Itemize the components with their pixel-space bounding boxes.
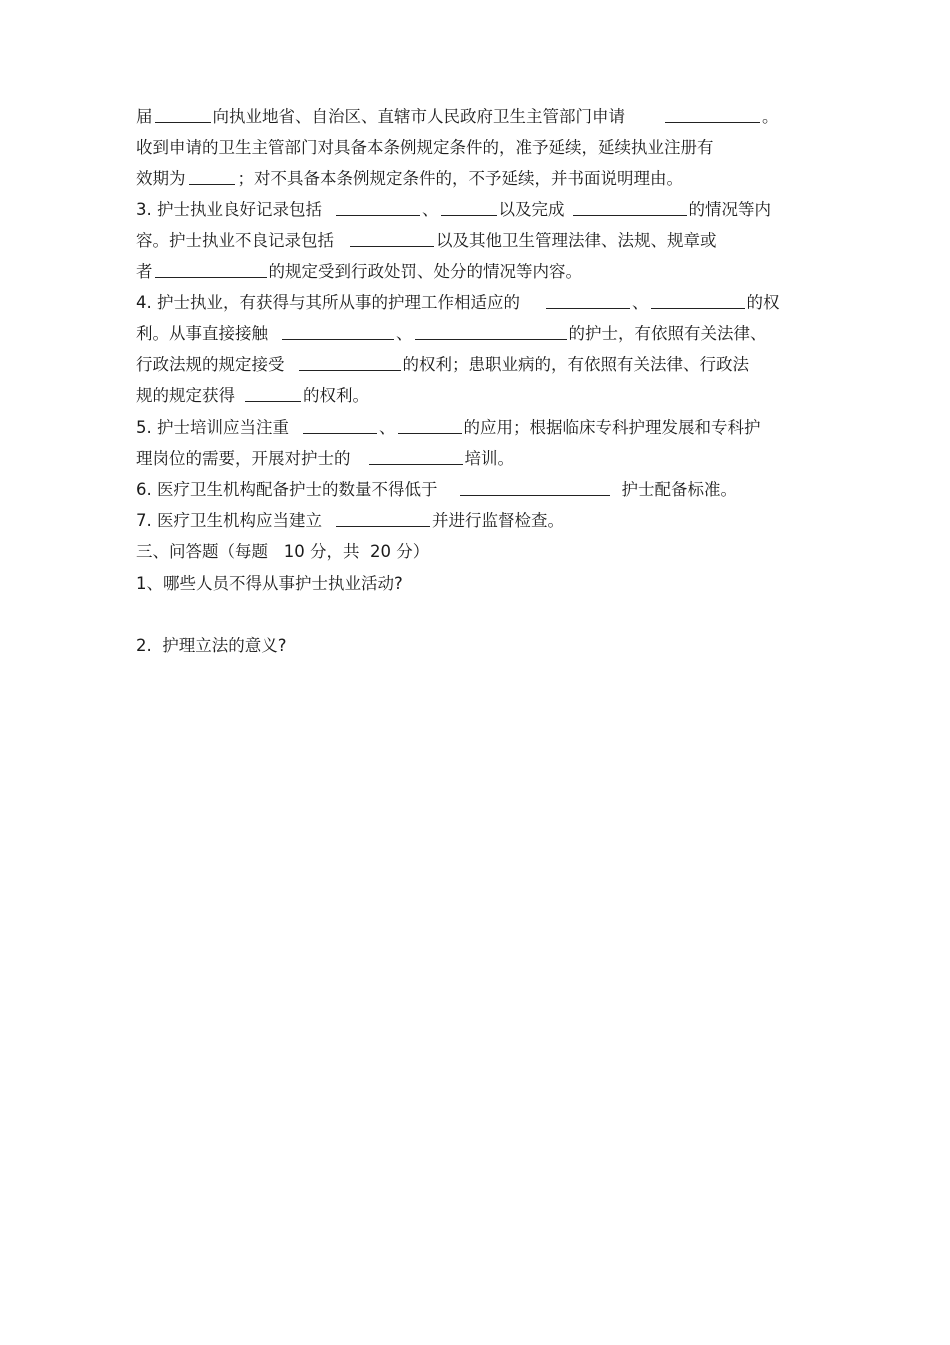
fill-blank[interactable] [282, 322, 394, 340]
fill-blank[interactable] [460, 478, 610, 496]
fill-blank[interactable] [189, 167, 235, 185]
text-line [136, 229, 717, 253]
fill-blank[interactable] [573, 198, 687, 216]
text-line [136, 105, 779, 129]
text-segment: 。 [762, 107, 779, 126]
text-line [136, 260, 582, 284]
fill-blank[interactable] [441, 198, 497, 216]
text-line [136, 167, 683, 191]
text-line [136, 416, 761, 440]
fill-blank[interactable] [665, 105, 760, 123]
text-segment: 效期为 [136, 169, 186, 188]
text-segment: 并进行监督检查。 [432, 511, 564, 530]
text-line [136, 353, 749, 377]
text-segment: 护士配备标准。 [621, 480, 737, 499]
text-segment: 、 [422, 200, 439, 219]
text-segment: 理岗位的需要，开展对护士的 [136, 449, 351, 468]
text-line [136, 322, 767, 346]
text-line [136, 198, 771, 222]
text-segment: 6. 医疗卫生机构配备护士的数量不得低于 [136, 480, 438, 499]
text-segment: 的规定受到行政处罚、处分的情况等内容。 [268, 262, 582, 281]
text-segment: 向执业地省、自治区、直辖市人民政府卫生主管部门申请 [212, 107, 625, 126]
text-segment: 三、问答题（每题 10 分，共 20 分） [136, 542, 430, 561]
text-segment: 的应用；根据临床专科护理发展和专科护 [463, 418, 761, 437]
text-segment: 利。从事直接接触 [136, 324, 268, 343]
text-segment: ；对不具备本条例规定条件的，不予延续，并书面说明理由。 [237, 169, 683, 188]
text-line [136, 136, 714, 160]
text-segment: 7. 医疗卫生机构应当建立 [136, 511, 322, 530]
text-segment: 以及完成 [498, 200, 565, 219]
text-line [136, 291, 780, 315]
text-segment: 行政法规的规定接受 [136, 355, 285, 374]
text-segment: 容。护士执业不良记录包括 [136, 231, 334, 250]
fill-blank[interactable] [303, 416, 377, 434]
question-item [136, 572, 403, 596]
text-segment: 的权利。 [303, 386, 369, 405]
text-segment: 培训。 [464, 449, 514, 468]
fill-blank[interactable] [415, 322, 567, 340]
text-segment: 者 [136, 262, 153, 281]
fill-blank[interactable] [336, 509, 430, 527]
text-segment: 4. 护士执业，有获得与其所从事的护理工作相适应的 [136, 293, 520, 312]
text-line [136, 384, 369, 408]
fill-blank[interactable] [245, 384, 301, 402]
text-segment: 规的规定获得 [136, 386, 235, 405]
text-segment: 1、哪些人员不得从事护士执业活动? [136, 574, 403, 593]
question-item [136, 634, 287, 658]
fill-blank[interactable] [651, 291, 745, 309]
section-heading [136, 540, 429, 564]
text-segment: 、 [396, 324, 413, 343]
text-line [136, 478, 737, 502]
fill-blank[interactable] [546, 291, 630, 309]
text-line [136, 447, 514, 471]
text-segment: 的权 [746, 293, 780, 312]
text-segment: 、 [379, 418, 396, 437]
fill-blank[interactable] [350, 229, 434, 247]
fill-blank[interactable] [155, 260, 267, 278]
text-segment: 届 [136, 107, 153, 126]
text-segment: 的护士，有依照有关法律、 [568, 324, 767, 343]
text-segment: 2. 护理立法的意义? [136, 636, 287, 655]
text-segment: 3. 护士执业良好记录包括 [136, 200, 322, 219]
fill-blank[interactable] [369, 447, 463, 465]
text-segment: 5. 护士培训应当注重 [136, 418, 289, 437]
text-segment: 的情况等内 [688, 200, 771, 219]
text-segment: 、 [632, 293, 649, 312]
fill-blank[interactable] [398, 416, 462, 434]
fill-blank[interactable] [155, 105, 211, 123]
fill-blank[interactable] [299, 353, 401, 371]
text-segment: 以及其他卫生管理法律、法规、规章或 [436, 231, 717, 250]
text-segment: 收到申请的卫生主管部门对具备本条例规定条件的，准予延续，延续执业注册有 [136, 138, 714, 157]
text-line [136, 509, 564, 533]
fill-blank[interactable] [336, 198, 420, 216]
text-segment: 的权利；患职业病的，有依照有关法律、行政法 [402, 355, 749, 374]
